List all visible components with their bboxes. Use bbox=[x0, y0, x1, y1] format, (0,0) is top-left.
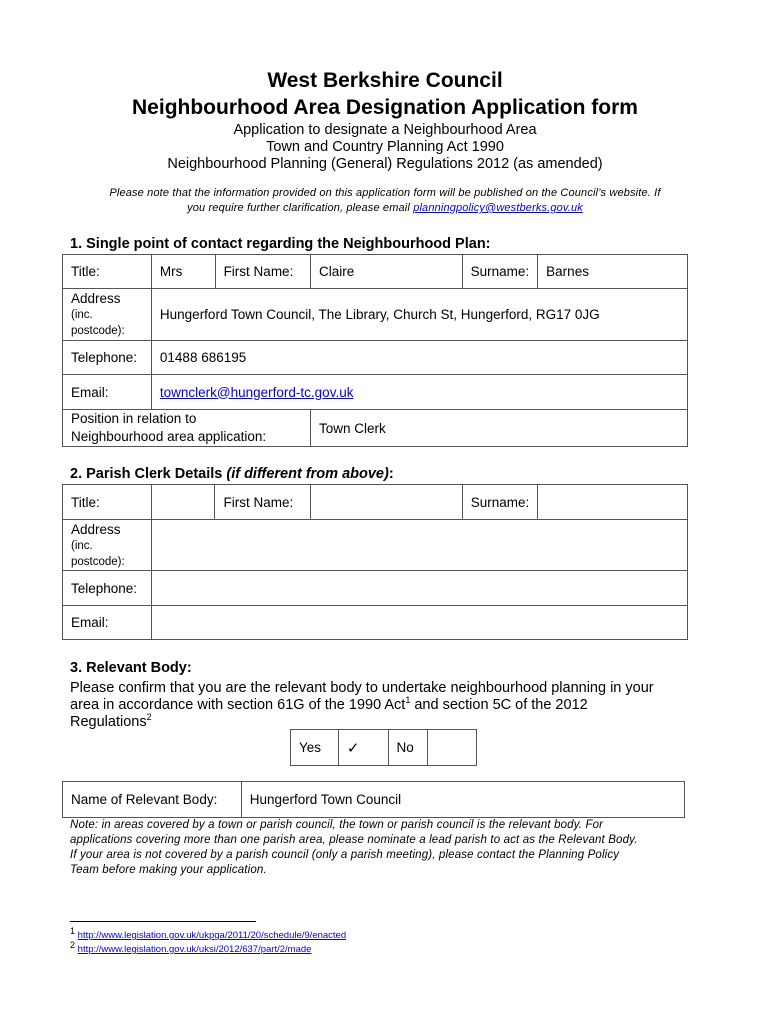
parish-clerk-table bbox=[62, 484, 688, 640]
section2-heading bbox=[70, 466, 394, 483]
email-value-cell bbox=[151, 375, 687, 410]
first-name-value[interactable]: Claire bbox=[311, 255, 463, 289]
publication-note-line1: Please note that the information provided on this application form will be published on the Council’s website. If bbox=[109, 187, 661, 199]
pc-telephone-label: Telephone: bbox=[63, 571, 152, 606]
publication-note bbox=[62, 186, 708, 216]
para-line3: Regulations bbox=[70, 714, 147, 730]
position-label-cell bbox=[63, 410, 311, 447]
position-label-line2: Neighbourhood area application: bbox=[71, 429, 267, 444]
address-label-inc: (inc. bbox=[71, 309, 93, 321]
pc-surname-label: Surname: bbox=[462, 485, 538, 520]
pc-email-label: Email: bbox=[63, 606, 152, 640]
pc-address-label-inc: (inc. bbox=[71, 539, 93, 552]
surname-label: Surname: bbox=[462, 255, 538, 289]
address-label-cell bbox=[63, 289, 152, 341]
footnote-1-link[interactable]: http://www.legislation.gov.uk/ukpga/2011/20/schedule/9/enacted bbox=[77, 930, 347, 941]
yes-label: Yes bbox=[291, 730, 339, 766]
footnote-2-link[interactable]: http://www.legislation.gov.uk/uksi/2012/637/part/2/made bbox=[77, 944, 312, 955]
pc-first-name-label: First Name: bbox=[215, 485, 311, 520]
footnote-1 bbox=[70, 925, 347, 942]
address-value[interactable]: Hungerford Town Council, The Library, Church St, Hungerford, RG17 0JG bbox=[151, 289, 687, 341]
relevant-body-para-line1: Please confirm that you are the relevant body to undertake neighbourhood planning in your bbox=[70, 680, 654, 696]
contact-email-link[interactable]: townclerk@hungerford-tc.gov.uk bbox=[159, 384, 354, 400]
position-value[interactable]: Town Clerk bbox=[311, 410, 688, 447]
footnote-2-number: 2 bbox=[70, 939, 76, 950]
pc-first-name-value[interactable] bbox=[311, 485, 463, 520]
contact-table bbox=[62, 254, 688, 447]
pc-email-value[interactable] bbox=[151, 606, 687, 640]
subtitle-1: Application to designate a Neighbourhood Area bbox=[233, 122, 537, 138]
publication-note-prefix: you require further clarification, please email bbox=[187, 202, 414, 214]
relevant-body-label: Name of Relevant Body: bbox=[63, 782, 242, 818]
pc-title-label: Title: bbox=[63, 485, 152, 520]
footnote-ref-2: 2 bbox=[146, 712, 152, 723]
no-checkbox[interactable] bbox=[428, 730, 477, 766]
relevant-body-paragraph bbox=[70, 680, 710, 731]
title-value[interactable]: Mrs bbox=[151, 255, 215, 289]
section1-heading: 1. Single point of contact regarding the Neighbourhood Plan: bbox=[70, 236, 491, 252]
position-label-line1: Position in relation to bbox=[71, 411, 197, 426]
pc-telephone-value[interactable] bbox=[151, 571, 687, 606]
address-label: Address bbox=[71, 291, 121, 306]
relevant-body-table bbox=[62, 781, 685, 818]
footnote-2 bbox=[70, 939, 312, 956]
relevant-body-value[interactable]: Hungerford Town Council bbox=[241, 782, 684, 818]
pc-title-value[interactable] bbox=[151, 485, 215, 520]
pc-address-label: Address bbox=[71, 521, 121, 537]
surname-value[interactable]: Barnes bbox=[538, 255, 688, 289]
subtitle-3: Neighbourhood Planning (General) Regulations 2012 (as amended) bbox=[167, 156, 603, 172]
pc-address-label-cell bbox=[63, 520, 152, 571]
section3-heading: 3. Relevant Body: bbox=[70, 660, 192, 676]
note-line3: If your area is not covered by a parish council (only a parish meeting), please contact the Planning Policy bbox=[70, 849, 620, 861]
subtitle-2: Town and Country Planning Act 1990 bbox=[266, 139, 504, 155]
para-line2a: area in accordance with section 61G of the 1990 Act bbox=[70, 697, 406, 713]
relevant-body-para-line2 bbox=[70, 697, 710, 714]
footnote-ref-1: 1 bbox=[405, 695, 411, 706]
publication-note-line2 bbox=[62, 201, 708, 216]
footnote-1-number: 1 bbox=[70, 925, 76, 936]
footnote-divider bbox=[70, 921, 256, 922]
note-line1: Note: in areas covered by a town or parish council, the town or parish council is the relevant body. For bbox=[70, 819, 604, 831]
first-name-label: First Name: bbox=[215, 255, 310, 289]
pc-surname-value[interactable] bbox=[538, 485, 688, 520]
title-label: Title: bbox=[63, 255, 152, 289]
planning-policy-email-link[interactable]: planningpolicy@westberks.gov.uk bbox=[413, 202, 583, 214]
yes-checkbox[interactable]: ✓ bbox=[338, 730, 388, 766]
relevant-body-note bbox=[70, 818, 710, 878]
email-label: Email: bbox=[63, 375, 152, 410]
no-label: No bbox=[388, 730, 428, 766]
pc-address-label-postcode: postcode): bbox=[71, 555, 125, 568]
section2-heading-suffix: : bbox=[388, 466, 394, 482]
note-line2: applications covering more than one parish area, please nominate a lead parish to act as the Relevant Body. bbox=[70, 834, 638, 846]
section2-heading-prefix: 2. Parish Clerk Details bbox=[70, 466, 227, 482]
telephone-value[interactable]: 01488 686195 bbox=[151, 341, 687, 375]
note-line4: Team before making your application. bbox=[70, 864, 267, 876]
address-label-postcode: postcode): bbox=[71, 325, 125, 337]
yes-no-table bbox=[290, 729, 477, 766]
council-name: West Berkshire Council bbox=[267, 69, 503, 92]
pc-address-value[interactable] bbox=[151, 520, 687, 571]
telephone-label: Telephone: bbox=[63, 341, 152, 375]
para-line2b: and section 5C of the 2012 bbox=[410, 697, 588, 713]
section2-heading-italic: (if different from above) bbox=[226, 466, 389, 482]
form-title: Neighbourhood Area Designation Application form bbox=[132, 96, 638, 119]
